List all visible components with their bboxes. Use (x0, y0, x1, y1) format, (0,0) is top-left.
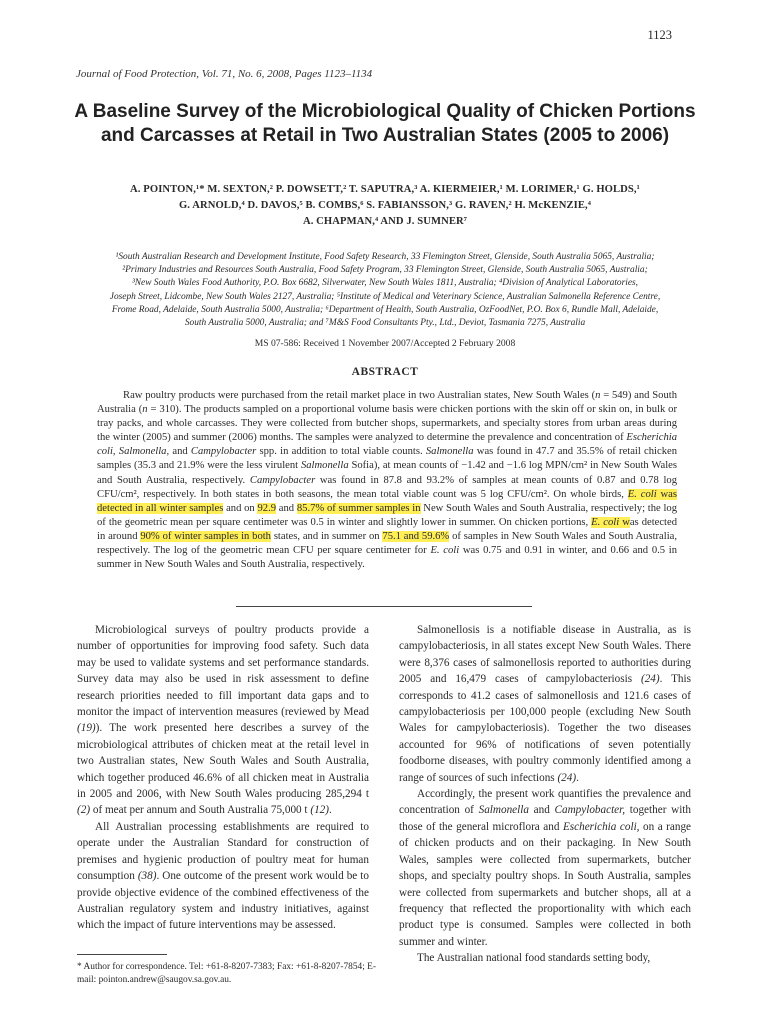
journal-citation: Journal of Food Protection, Vol. 71, No. 6, 2008, Pages 1123–1134 (76, 68, 373, 80)
affiliations (70, 251, 700, 330)
author-line: A. POINTON,¹* M. SEXTON,² P. DOWSETT,² T. SAPUTRA,³ A. KIERMEIER,¹ M. LORIMER,¹ G. HOLDS,¹ (130, 184, 640, 195)
affiliation-line: South Australia 5000, Australia; and ⁷M&S Food Consultants Pty., Ltd., Deviot, Tasmania 7275, Australia (184, 318, 586, 329)
affiliation-line: ¹South Australian Research and Development Institute, Food Safety Research, 33 Flemington Street, Glenside, South Australia 5065, Australia; (115, 252, 655, 262)
affiliation-line: ²Primary Industries and Resources South Australia, Food Safety Program, 33 Flemington Street, Glenside, South Australia 5065, Australia; (122, 265, 648, 276)
abstract-body: Raw poultry products were purchased from the retail market place in two Australian states, New South Wales (n = 549) and South Australia (n = 310). The products sampled on a proportional volume basis were chicken portions with the skin off or skin on, in bulk or tray packs, and whole carcasses. They were collected from butcher shops, supermarkets, and specialty stores from urban areas during the winter (2005) and summer (2006) months. The samples were analyzed to determine the prevalence and concentration of Escherichia coli, Salmonella, and Campylobacter spp. in addition to total viable counts. Salmonella was found in 47.7 and 35.5% of retail chicken samples (35.3 and 21.9% were the less virulent Salmonella Sofia), at mean counts of −1.42 and −1.6 log MPN/cm² in New South Wales and South Australia, respectively. Campylobacter was found in 87.8 and 93.2% of samples at mean counts of 0.87 and 0.78 log CFU/cm², respectively. In both states in both seasons, the mean total viable count was 5 log CFU/cm². On whole birds, E. coli was detected in all winter samples and on 92.9 and 85.7% of summer samples in New South Wales and South Australia, respectively; the log of the geometric mean per square centimeter was 0.5 in winter and slightly lower in summer. On chicken portions, E. coli was detected in around 90% of winter samples in both states, and in summer on 75.1 and 59.6% of samples in New South Wales and South Australia, respectively. The log of the geometric mean CFU per square centimeter for E. coli was 0.75 and 0.91 in winter, and 0.66 and 0.5 in summer in New South Wales and South Australia, respectively. (97, 390, 678, 571)
footnote-divider (77, 954, 167, 955)
abstract-heading: ABSTRACT (351, 366, 419, 378)
affiliation-line: Joseph Street, Lidcombe, New South Wales 2127, Australia; ⁵Institute of Medical and Veterinary Science, Australian Salmonella Reference Centre, (109, 291, 661, 302)
affiliation-line: Frome Road, Adelaide, South Australia 5000, Australia; ⁶Department of Health, South Australia, OzFoodNet, P.O. Box 6, Rundle Mall, Adelaide, (111, 304, 659, 315)
manuscript-dates: MS 07-586: Received 1 November 2007/Accepted 2 February 2008 (254, 338, 516, 349)
author-list (70, 182, 700, 230)
page-number: 1123 (647, 28, 672, 42)
body-column-left: Microbiological surveys of poultry products provide a number of opportunities for improving food safety. Such data may be used to validate systems and set performance standards. Survey data may also be used in risk assessment to define research priorities needed to fill important data gaps and to monitor the impact of intervention measures (reviewed by Mead (19)). The work presented here describes a survey of the microbiological attributes of chicken meat at the retail level in two Australian states, New South Wales and South Australia, which together produced 46.6% of all chicken meat in Australia in 2005 and 2006, with New South Wales producing 285,294 t (2) of meat per annum and South Australia 75,000 t (12). All Australian processing establishments are required to operate under the Australian Standard for construction of premises and hygienic production of poultry meat for human consumption (38). One outcome of the present work would be to provide objective evidence of the combined effectiveness of the Australian regulatory system and industry initiatives, against which the impact of future interventions may be assessed. (77, 624, 369, 932)
correspondence-footnote: * Author for correspondence. Tel: +61-8-8207-7383; Fax: +61-8-8207-7854; E-mail: pointon.andrew@saugov.sa.gov.au. (77, 962, 377, 985)
author-line: A. CHAPMAN,⁴ AND J. SUMNER⁷ (302, 216, 468, 227)
affiliation-line: ³New South Wales Food Authority, P.O. Box 6682, Silverwater, New South Wales 1811, Australia; ⁴Division of Analytical Laboratories, (131, 278, 639, 289)
section-divider (236, 606, 532, 607)
author-line: G. ARNOLD,⁴ D. DAVOS,⁵ B. COMBS,⁶ S. FABIANSSON,³ G. RAVEN,² H. McKENZIE,⁴ (178, 200, 592, 211)
body-column-right: Salmonellosis is a notifiable disease in Australia, as is campylobacteriosis, in all states except New South Wales. There were 8,376 cases of salmonellosis reported to authorities during 2005 and 16,479 cases of campylobacteriosis (24). This corresponds to 41.2 cases of salmonellosis and 121.6 cases of campylobacteriosis per 100,000 people (excluding New South Wales for campylobacteriosis). Together the two diseases accounted for 96% of notifications of seven potentially foodborne diseases, with poultry commonly identified among a range of sources of such infections (24). Accordingly, the present work quantifies the prevalence and concentration of Salmonella and Campylobacter, together with those of the general microflora and Escherichia coli, on a range of chicken products and on their packaging. In New South Wales, samples were collected from supermarkets, butcher shops, and specialty poultry shops. In South Australia, samples were collected from supermarkets and butcher shops, all at a frequency that reflected the proportionality with which each product type is consumed. Samples were collected in both summer and winter. The Australian national food standards setting body, (399, 624, 692, 965)
paper-title: A Baseline Survey of the Microbiological Quality of Chicken Portions and Carcasses at Retail in Two Australian States (2005 to 2006) (74, 101, 696, 146)
